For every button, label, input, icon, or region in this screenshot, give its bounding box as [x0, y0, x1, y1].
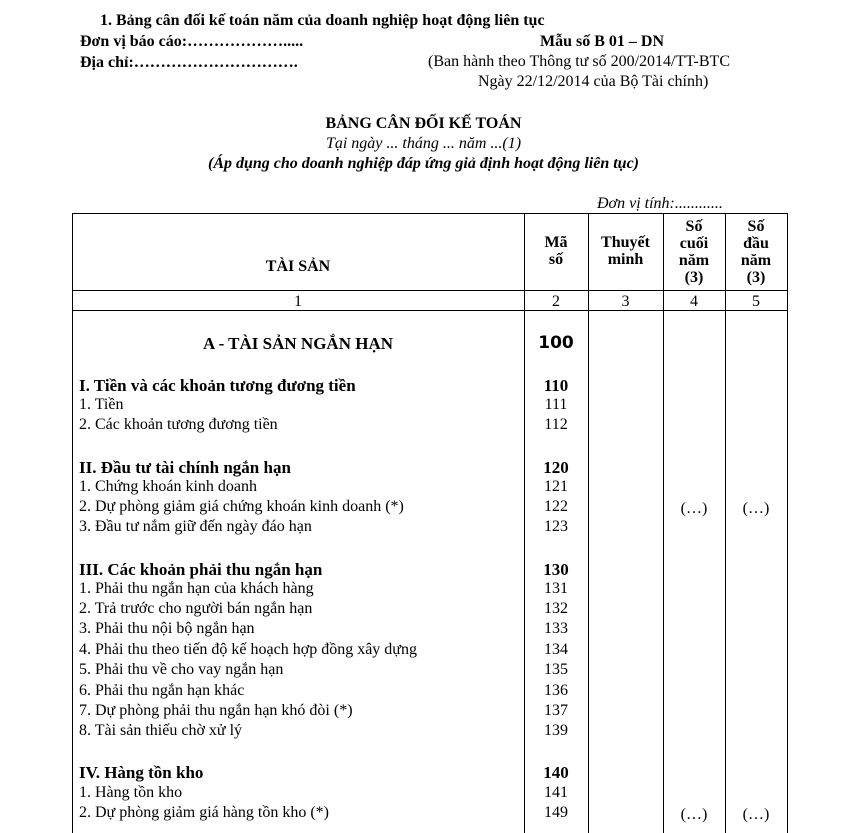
line-item-label: 1. Phải thu ngắn hạn của khách hàng	[79, 580, 314, 597]
line-item-code: 121	[544, 478, 568, 495]
col-header-year-begin: Số đầu năm (3)	[740, 218, 772, 286]
line-item-label: 3. Đầu tư nắm giữ đến ngày đáo hạn	[79, 518, 312, 535]
section-heading: IV. Hàng tồn kho	[79, 763, 204, 782]
line-item-label: 4. Phải thu theo tiến độ kế hoạch hợp đồng xây dựng	[79, 641, 417, 658]
document-heading: 1. Bảng cân đối kế toán năm của doanh nghiệp hoạt động liên tục	[100, 12, 545, 29]
section-a-code: 100	[538, 333, 574, 353]
year-begin-value: (…)	[742, 500, 770, 517]
col-header-code: Mã số	[544, 234, 568, 268]
applicability-note: (Áp dụng cho doanh nghiệp đáp ứng giả định hoạt động liên tục)	[207, 155, 639, 172]
report-date-line: Tại ngày ... tháng ... năm ...(1)	[325, 135, 522, 152]
line-item-code: 131	[544, 580, 568, 597]
form-title: BẢNG CÂN ĐỐI KẾ TOÁN	[325, 115, 522, 132]
issuance-date: Ngày 22/12/2014 của Bộ Tài chính)	[478, 73, 709, 90]
line-item-code: 136	[544, 682, 568, 699]
line-item-label: 8. Tài sản thiếu chờ xử lý	[79, 722, 243, 739]
line-item-label: 2. Dự phòng giảm giá hàng tồn kho (*)	[79, 804, 329, 821]
line-item-code: 135	[544, 661, 568, 678]
section-heading: III. Các khoản phải thu ngắn hạn	[79, 560, 323, 579]
col-header-assets: TÀI SẢN	[265, 258, 331, 275]
section-heading: II. Đầu tư tài chính ngắn hạn	[79, 458, 291, 477]
line-item-code: 123	[544, 518, 568, 535]
line-item-label: 5. Phải thu về cho vay ngắn hạn	[79, 661, 284, 678]
line-item-label: 2. Các khoản tương đương tiền	[79, 416, 278, 433]
section-a-label: A - TÀI SẢN NGẮN HẠN	[202, 334, 393, 353]
line-item-code: 112	[544, 416, 568, 433]
col-number-1: 1	[294, 293, 302, 310]
line-item-code: 149	[544, 804, 568, 821]
section-heading: I. Tiền và các khoản tương đương tiền	[79, 376, 356, 395]
col-header-year-end: Số cuối năm (3)	[678, 218, 710, 286]
line-item-code: 133	[544, 620, 568, 637]
reporting-unit-line: Đơn vị báo cáo:……………….....	[80, 33, 304, 50]
balance-sheet-table	[72, 213, 788, 833]
col-number-2: 2	[552, 293, 560, 310]
line-item-code: 134	[544, 641, 568, 658]
line-item-label: 1. Tiền	[79, 396, 124, 413]
col-number-5: 5	[752, 293, 760, 310]
year-begin-value: (…)	[742, 806, 770, 823]
line-item-label: 7. Dự phòng phải thu ngắn hạn khó đòi (*)	[79, 702, 353, 719]
line-item-code: 122	[544, 498, 568, 515]
line-item-code: 137	[544, 702, 568, 719]
line-item-code: 132	[544, 600, 568, 617]
line-item-code: 141	[544, 784, 568, 801]
line-item-code: 140	[543, 763, 569, 782]
line-item-label: 2. Dự phòng giảm giá chứng khoán kinh doanh (*)	[79, 498, 404, 515]
col-number-4: 4	[690, 293, 698, 310]
line-item-code: 139	[544, 722, 568, 739]
line-item-code: 111	[544, 396, 568, 413]
line-item-code: 110	[543, 376, 569, 395]
form-number: Mẫu số B 01 – DN	[540, 33, 665, 50]
col-number-3: 3	[621, 293, 630, 310]
line-item-label: 1. Chứng khoán kinh doanh	[79, 478, 257, 495]
line-item-label: 2. Trả trước cho người bán ngắn hạn	[79, 600, 313, 617]
currency-unit: Đơn vị tính:............	[597, 195, 723, 212]
line-item-label: 3. Phải thu nội bộ ngắn hạn	[79, 620, 255, 637]
year-end-value: (…)	[680, 500, 708, 517]
col-header-note: Thuyết minh	[601, 234, 650, 268]
year-end-value: (…)	[680, 806, 708, 823]
line-item-label: 1. Hàng tồn kho	[79, 784, 183, 801]
line-item-code: 130	[543, 560, 569, 579]
address-line: Địa chỉ:………………………….	[80, 54, 298, 71]
line-item-label: 6. Phải thu ngắn hạn khác	[79, 682, 245, 699]
issuance-circular: (Ban hành theo Thông tư số 200/2014/TT-BTC	[428, 53, 730, 70]
line-item-code: 120	[543, 458, 569, 477]
